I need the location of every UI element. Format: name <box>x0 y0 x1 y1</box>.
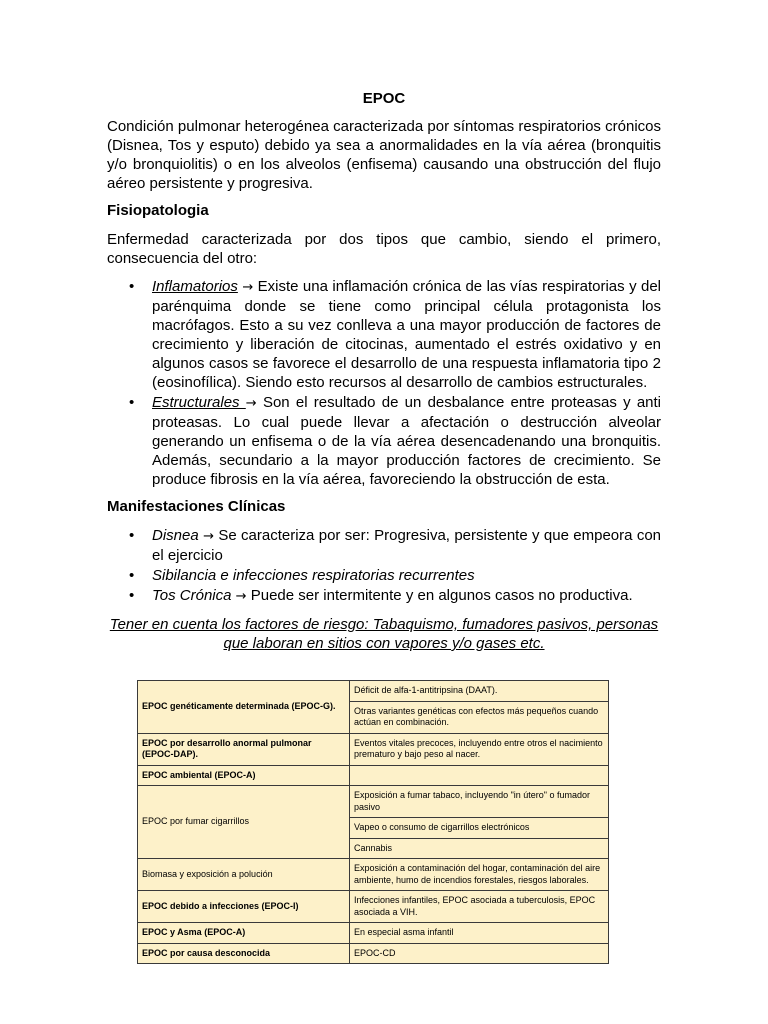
table-cell-detail <box>350 765 609 786</box>
list-item <box>129 526 662 565</box>
bullet-icon: • <box>129 394 135 411</box>
term-estructurales: Estructurales <box>152 394 246 411</box>
table-cell-detail: Exposición a fumar tabaco, incluyendo "in útero" o fumador pasivo <box>350 786 609 818</box>
table-row <box>138 765 609 786</box>
epoc-classification-table <box>137 680 609 964</box>
item-text: Se caracteriza por ser: Progresiva, persistente y que empeora con el ejercicio <box>152 527 662 564</box>
bullet-icon: • <box>129 278 135 295</box>
term-tos-cronica: Tos Crónica <box>152 587 232 604</box>
table-cell-category: EPOC por fumar cigarrillos <box>138 786 350 859</box>
table-cell-category: EPOC por causa desconocida <box>138 943 350 964</box>
table-cell-category: EPOC ambiental (EPOC-A) <box>138 765 350 786</box>
item-text: Existe una inflamación crónica de las vías respiratorias y del parénquima donde se tiene como principal célula protagonista los macrófagos. Esto a su vez conlleva a una mayor producción de factores de crecimiento y liberación de citocinas, aumentado el estrés oxidativo y en algunos casos se favorece el desarrollo de una respuesta inflamatoria tipo 2 (eosinofílica). Siendo esto recursos al desarrollo de cambios estructurales. <box>152 278 662 391</box>
table-row <box>138 859 609 891</box>
table-cell-detail: Infecciones infantiles, EPOC asociada a tuberculosis, EPOC asociada a VIH. <box>350 891 609 923</box>
table-row <box>138 681 609 702</box>
bullet-icon: • <box>129 527 135 544</box>
arrow-right-icon: → <box>245 396 257 411</box>
table-cell-category: EPOC debido a infecciones (EPOC-I) <box>138 891 350 923</box>
arrow-right-icon: → <box>203 529 214 544</box>
table-cell-detail: Otras variantes genéticas con efectos más pequeños cuando actúan en combinación. <box>350 701 609 733</box>
table-cell-detail: Déficit de alfa-1-antitripsina (DAAT). <box>350 681 609 702</box>
heading-fisiopatologia: Fisiopatologia <box>107 202 209 219</box>
arrow-right-icon: → <box>242 280 254 295</box>
table-row <box>138 733 609 765</box>
bullet-icon: • <box>129 587 135 604</box>
table-cell-category: EPOC y Asma (EPOC-A) <box>138 923 350 944</box>
table-cell-detail: Eventos vitales precoces, incluyendo entre otros el nacimiento prematuro y bajo peso al nacer. <box>350 733 609 765</box>
arrow-right-icon: → <box>235 589 247 604</box>
table-cell-detail: Exposición a contaminación del hogar, contaminación del aire ambiente, humo de incendios forestales, riesgos laborales. <box>350 859 609 891</box>
table-cell-category: Biomasa y exposición a polución <box>138 859 350 891</box>
fisiopatologia-list <box>107 277 661 489</box>
term-sibilancia: Sibilancia e infecciones respiratorias recurrentes <box>152 567 475 584</box>
term-disnea: Disnea <box>152 527 199 544</box>
intro-paragraph: Condición pulmonar heterogénea caracterizada por síntomas respiratorios crónicos (Disnea, Tos y esputo) debido ya sea a anormalidades en la vía aérea (bronquitis y/o bronquiolitis) o en los alveolos (enfisema) causando una obstrucción del flujo aéreo persistente y progresiva. <box>107 118 661 192</box>
bullet-icon: • <box>129 567 135 584</box>
table-row <box>138 786 609 818</box>
table-row <box>138 891 609 923</box>
table-row <box>138 943 609 964</box>
table-row <box>138 923 609 944</box>
table-cell-detail: Vapeo o consumo de cigarrillos electrónicos <box>350 818 609 839</box>
table-cell-detail: EPOC-CD <box>350 943 609 964</box>
table-cell-category: EPOC por desarrollo anormal pulmonar (EPOC-DAP). <box>138 733 350 765</box>
manifestaciones-list <box>107 526 661 606</box>
table-cell-detail: En especial asma infantil <box>350 923 609 944</box>
item-text: Puede ser intermitente y en algunos casos no productiva. <box>250 587 633 604</box>
list-item <box>129 277 662 392</box>
list-item <box>129 566 661 585</box>
list-item <box>129 586 661 606</box>
item-text: Son el resultado de un desbalance entre proteasas y anti proteasas. Lo cual puede llevar a afectación o destrucción alveolar generando un enfisema o de la vía aérea desencadenando una bronquitis. Además, secundario a la mayor producción factores de crecimiento. Se produce fibrosis en la vía aérea, favoreciendo la obstrucción de esta. <box>152 394 662 488</box>
document-page <box>107 90 661 653</box>
term-inflamatorios: Inflamatorios <box>152 278 238 295</box>
table-cell-detail: Cannabis <box>350 838 609 859</box>
table-cell-category: EPOC genéticamente determinada (EPOC-G). <box>138 681 350 734</box>
fisiopatologia-paragraph: Enfermedad caracterizada por dos tipos que cambio, siendo el primero, consecuencia del otro: <box>107 231 661 267</box>
list-item <box>129 393 662 489</box>
heading-manifestaciones: Manifestaciones Clínicas <box>107 498 286 515</box>
risk-factors-note: Tener en cuenta los factores de riesgo: Tabaquismo, fumadores pasivos, personas que laboran en sitios con vapores y/o gases etc. <box>109 616 659 652</box>
document-title: EPOC <box>362 90 406 107</box>
